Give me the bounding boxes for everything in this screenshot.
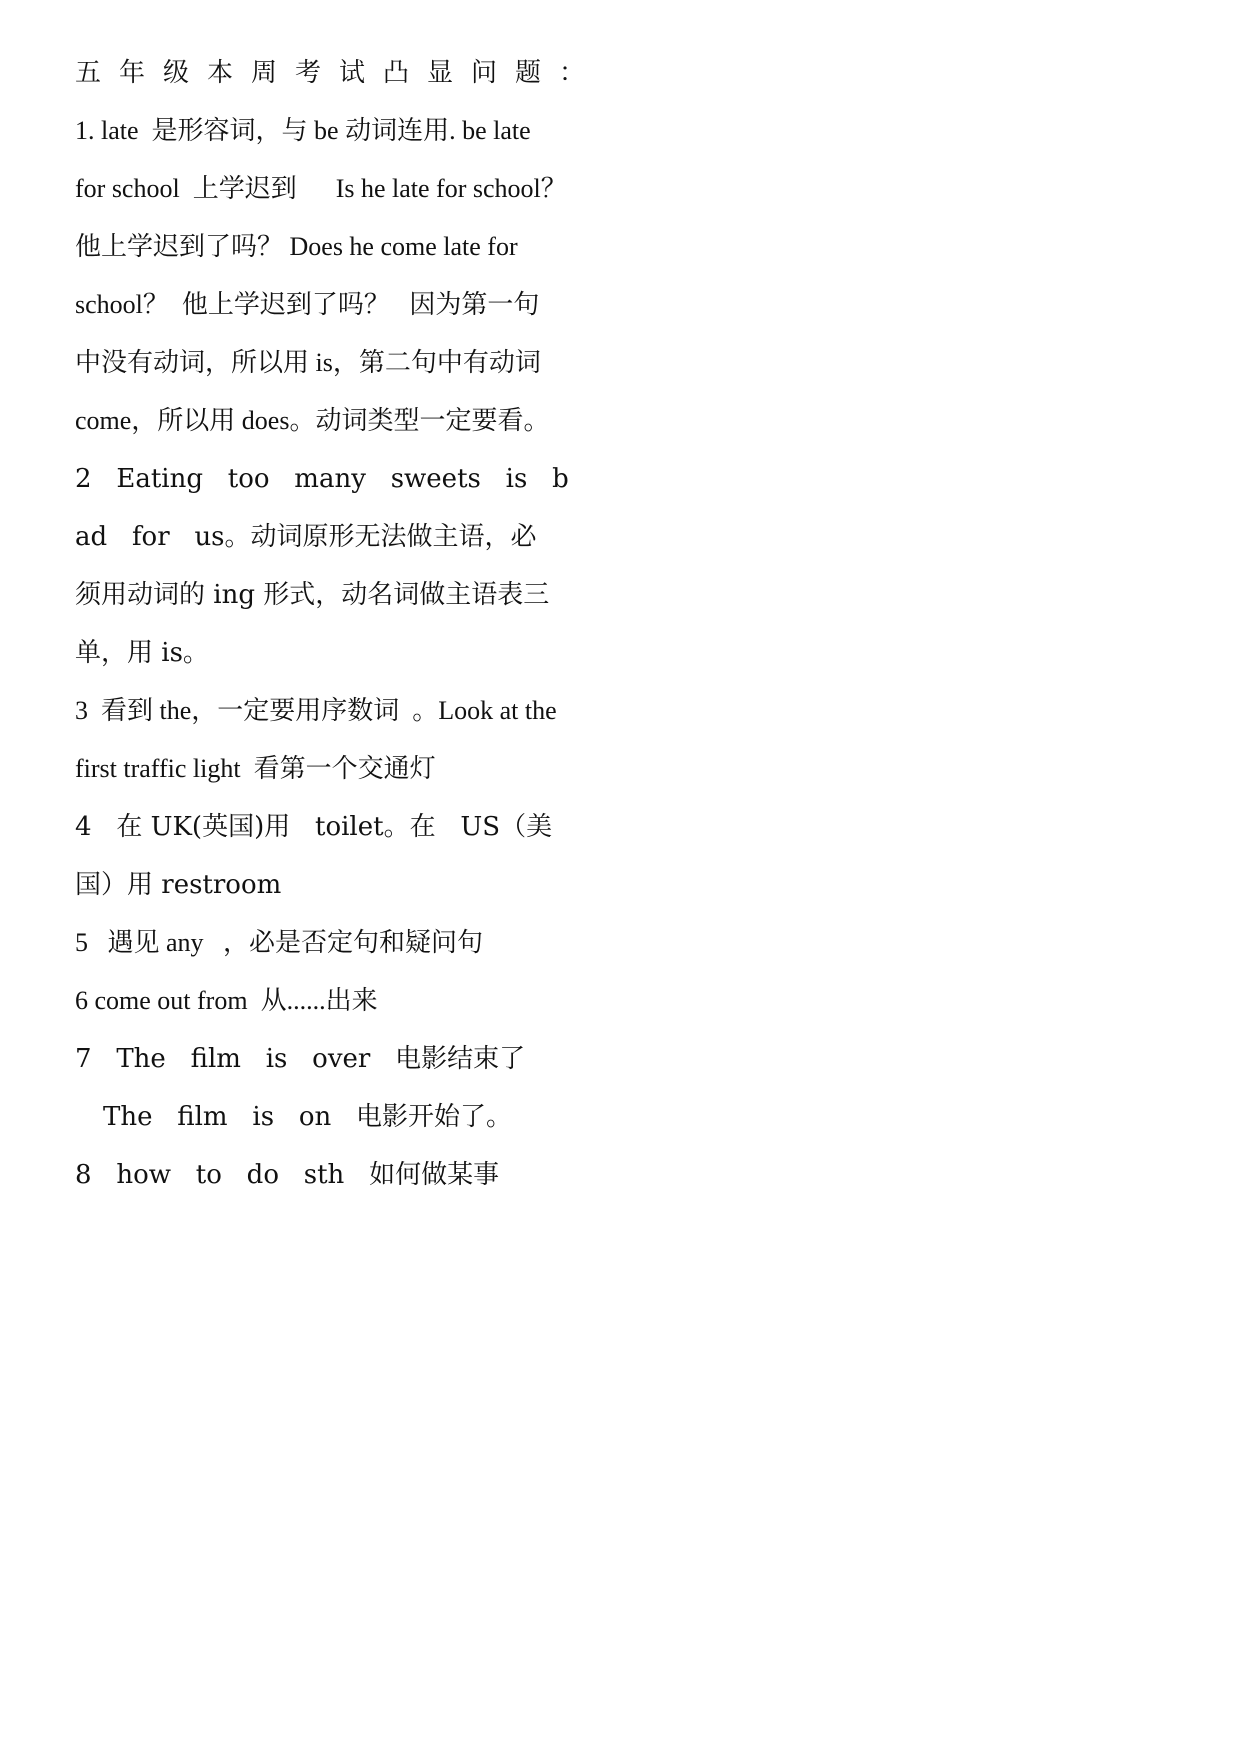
text-line-16: 6 come out from 从......出来 — [75, 986, 378, 1015]
text-line-2: for school 上学迟到 Is he late for school？ — [75, 174, 567, 203]
text-line-1: 1. late 是形容词，与 be 动词连用. be late — [75, 116, 531, 145]
text-line-3: 他上学迟到了吗？ Does he come late for — [75, 232, 518, 261]
text-line-5: 中没有动词，所以用 is，第二句中有动词 — [75, 348, 541, 377]
text-line-14: 国）用 restroom — [75, 870, 282, 900]
document-title: 五年级本周考试凸显问题： — [75, 58, 604, 88]
text-line-4: school？ 他上学迟到了吗？ 因为第一句 — [75, 290, 540, 319]
text-line-19: 8 how to do sth 如何做某事 — [75, 1160, 500, 1190]
text-line-13: 4 在 UK(英国)用 toilet。在 US（美 — [75, 812, 553, 842]
text-line-17: 7 The film is over 电影结束了 — [75, 1044, 526, 1074]
text-line-6: come，所以用 does。动词类型一定要看。 — [75, 406, 550, 435]
text-line-18: The film is on 电影开始了。 — [103, 1102, 513, 1132]
text-line-9: 须用动词的 ing 形式，动名词做主语表三 — [75, 580, 550, 610]
text-line-10: 单，用 is。 — [75, 638, 209, 668]
text-line-7: 2 Eating too many sweets is b — [75, 464, 569, 494]
text-line-11: 3 看到 the，一定要用序数词 。Look at the — [75, 696, 557, 725]
text-line-8: ad for us。动词原形无法做主语，必 — [75, 522, 537, 552]
text-line-15: 5 遇见 any ，必是否定句和疑问句 — [75, 928, 484, 957]
text-line-12: first traffic light 看第一个交通灯 — [75, 754, 436, 783]
